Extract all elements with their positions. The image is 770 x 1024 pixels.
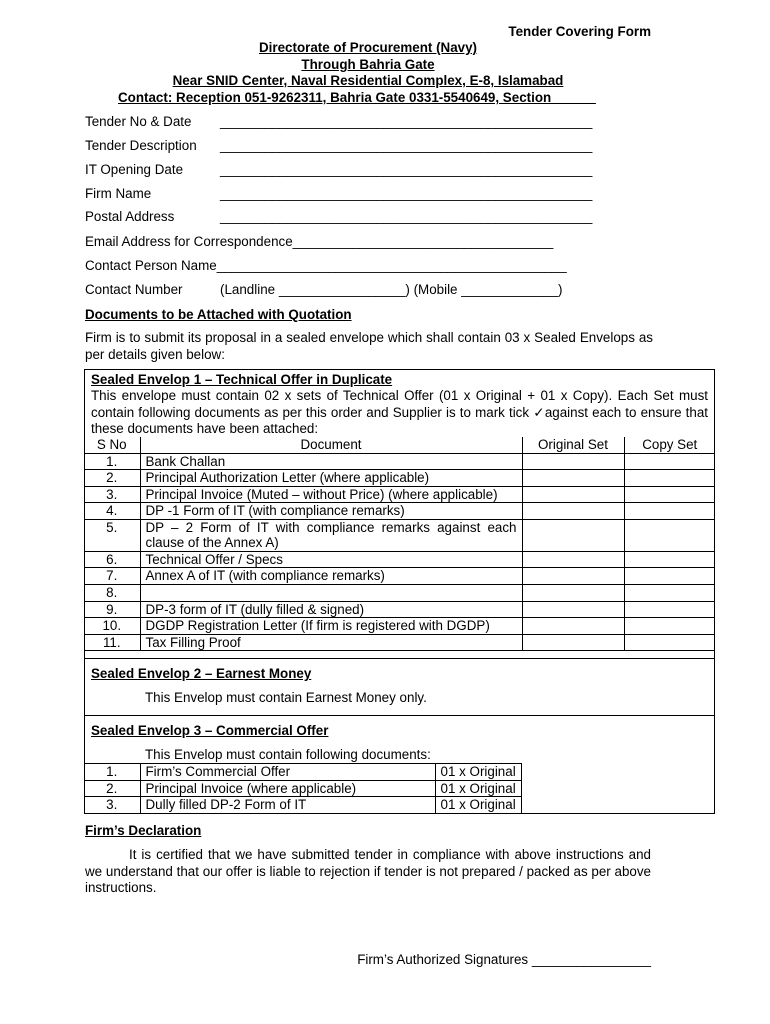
table-row [84, 634, 715, 651]
original-tick-cell[interactable] [522, 584, 624, 601]
header-line-3: Near SNID Center, Naval Residential Complex, E-8, Islamabad [172, 73, 564, 88]
row-document: Firm’s Commercial Offer [140, 764, 435, 781]
row-number: 3. [84, 797, 140, 813]
row-document: Technical Offer / Specs [140, 551, 522, 568]
table-row [84, 601, 715, 618]
row-quantity: 01 x Original [435, 764, 521, 781]
original-tick-cell[interactable] [522, 519, 624, 551]
table-row [84, 519, 715, 551]
copy-tick-cell[interactable] [624, 634, 715, 651]
email-field[interactable]: Email Address for Correspondence___________________________________ [85, 234, 554, 249]
field-label: Tender Description [85, 138, 197, 153]
row-document: Principal Invoice (Muted – without Price) (where applicable) [140, 486, 522, 503]
copy-tick-cell[interactable] [624, 618, 715, 635]
row-number: 8. [84, 584, 140, 601]
row-number: 3. [84, 486, 140, 503]
row-document: Annex A of IT (with compliance remarks) [140, 568, 522, 585]
table-row [84, 780, 521, 797]
row-quantity: 01 x Original [435, 797, 521, 813]
row-number: 5. [84, 519, 140, 551]
field-label: Postal Address [85, 209, 175, 224]
row-quantity: 01 x Original [435, 780, 521, 797]
row-number: 10. [84, 618, 140, 635]
field-blank[interactable]: __________________________________________________ [220, 186, 593, 201]
original-tick-cell[interactable] [522, 601, 624, 618]
col-copy-set: Copy Set [624, 437, 715, 453]
envelope-1-description: This envelope must contain 02 x sets of Technical Offer (01 x Original + 01 x Copy). Each Set must contain following documents as per this order and Supplier is to mark tick ✓against each to ensure that these documents have been attached: [91, 388, 708, 436]
field-label: Firm Name [85, 186, 152, 201]
copy-tick-cell[interactable] [624, 551, 715, 568]
row-document: DP – 2 Form of IT with compliance remarks against each clause of the Annex A) [140, 519, 522, 551]
form-title: Tender Covering Form [508, 24, 651, 39]
field-blank[interactable]: __________________________________________________ [220, 162, 593, 177]
row-document [140, 584, 522, 601]
original-tick-cell[interactable] [522, 470, 624, 487]
field-label: Tender No & Date [85, 114, 192, 129]
table-row [84, 797, 521, 813]
original-tick-cell[interactable] [522, 634, 624, 651]
copy-tick-cell[interactable] [624, 601, 715, 618]
col-document: Document [140, 437, 522, 453]
signature-field[interactable]: Firm’s Authorized Signatures ________________ [357, 952, 651, 967]
header-line-2: Through Bahria Gate [301, 57, 435, 72]
contact-person-field[interactable]: Contact Person Name_______________________________________________ [85, 258, 567, 273]
row-number: 11. [84, 634, 140, 651]
row-number: 9. [84, 601, 140, 618]
row-document: DP-3 form of IT (dully filled & signed) [140, 601, 522, 618]
envelope-3-table [84, 763, 522, 813]
declaration-text: It is certified that we have submitted tender in compliance with above instructions and we understand that our offer is liable to rejection if tender is not prepared / packed as per above instructions. [85, 847, 651, 895]
row-number: 7. [84, 568, 140, 585]
row-document: DGDP Registration Letter (If firm is registered with DGDP) [140, 618, 522, 635]
documents-heading: Documents to be Attached with Quotation [85, 307, 352, 322]
row-number: 1. [84, 453, 140, 470]
copy-tick-cell[interactable] [624, 486, 715, 503]
table-row [84, 764, 521, 781]
contact-number-field[interactable]: (Landline _________________) (Mobile _____________) [220, 282, 563, 297]
row-number: 2. [84, 470, 140, 487]
table-row [84, 584, 715, 601]
col-original-set: Original Set [522, 437, 624, 453]
table-row [84, 551, 715, 568]
table-row [84, 486, 715, 503]
row-document: Bank Challan [140, 453, 522, 470]
copy-tick-cell[interactable] [624, 584, 715, 601]
row-number: 2. [84, 780, 140, 797]
copy-tick-cell[interactable] [624, 470, 715, 487]
field-blank[interactable]: __________________________________________________ [220, 138, 593, 153]
original-tick-cell[interactable] [522, 551, 624, 568]
row-document: DP -1 Form of IT (with compliance remarks) [140, 503, 522, 520]
row-document: Principal Authorization Letter (where applicable) [140, 470, 522, 487]
table-row [84, 618, 715, 635]
col-sno: S No [84, 437, 140, 453]
original-tick-cell[interactable] [522, 486, 624, 503]
header-line-1: Directorate of Procurement (Navy) [258, 40, 478, 55]
copy-tick-cell[interactable] [624, 519, 715, 551]
table-row [84, 568, 715, 585]
row-document: Tax Filling Proof [140, 634, 522, 651]
header-line-4: Contact: Reception 051-9262311, Bahria Gate 0331-5540649, Section______ [118, 90, 596, 105]
documents-intro: Firm is to submit its proposal in a sealed envelope which shall contain 03 x Sealed Envelops as per details given below: [85, 330, 653, 362]
envelope-2-text: This Envelop must contain Earnest Money only. [145, 690, 427, 705]
row-number: 1. [84, 764, 140, 781]
table-row [84, 503, 715, 520]
copy-tick-cell[interactable] [624, 453, 715, 470]
envelope-3-text: This Envelop must contain following documents: [145, 747, 431, 762]
field-label: IT Opening Date [85, 162, 184, 177]
contact-number-label: Contact Number [85, 282, 183, 297]
row-document: Principal Invoice (where applicable) [140, 780, 435, 797]
envelope-1-heading: Sealed Envelop 1 – Technical Offer in Duplicate [91, 372, 393, 387]
row-number: 6. [84, 551, 140, 568]
copy-tick-cell[interactable] [624, 503, 715, 520]
original-tick-cell[interactable] [522, 618, 624, 635]
table-row [84, 470, 715, 487]
declaration-heading: Firm’s Declaration [85, 823, 202, 838]
original-tick-cell[interactable] [522, 568, 624, 585]
field-blank[interactable]: __________________________________________________ [220, 114, 593, 129]
field-blank[interactable]: __________________________________________________ [220, 209, 593, 224]
table-row [84, 453, 715, 470]
envelope-2-heading: Sealed Envelop 2 – Earnest Money [91, 666, 312, 681]
copy-tick-cell[interactable] [624, 568, 715, 585]
envelope-3-heading: Sealed Envelop 3 – Commercial Offer [91, 723, 329, 738]
envelope-1-table [84, 437, 715, 651]
original-tick-cell[interactable] [522, 503, 624, 520]
original-tick-cell[interactable] [522, 453, 624, 470]
row-number: 4. [84, 503, 140, 520]
row-document: Dully filled DP-2 Form of IT [140, 797, 435, 813]
